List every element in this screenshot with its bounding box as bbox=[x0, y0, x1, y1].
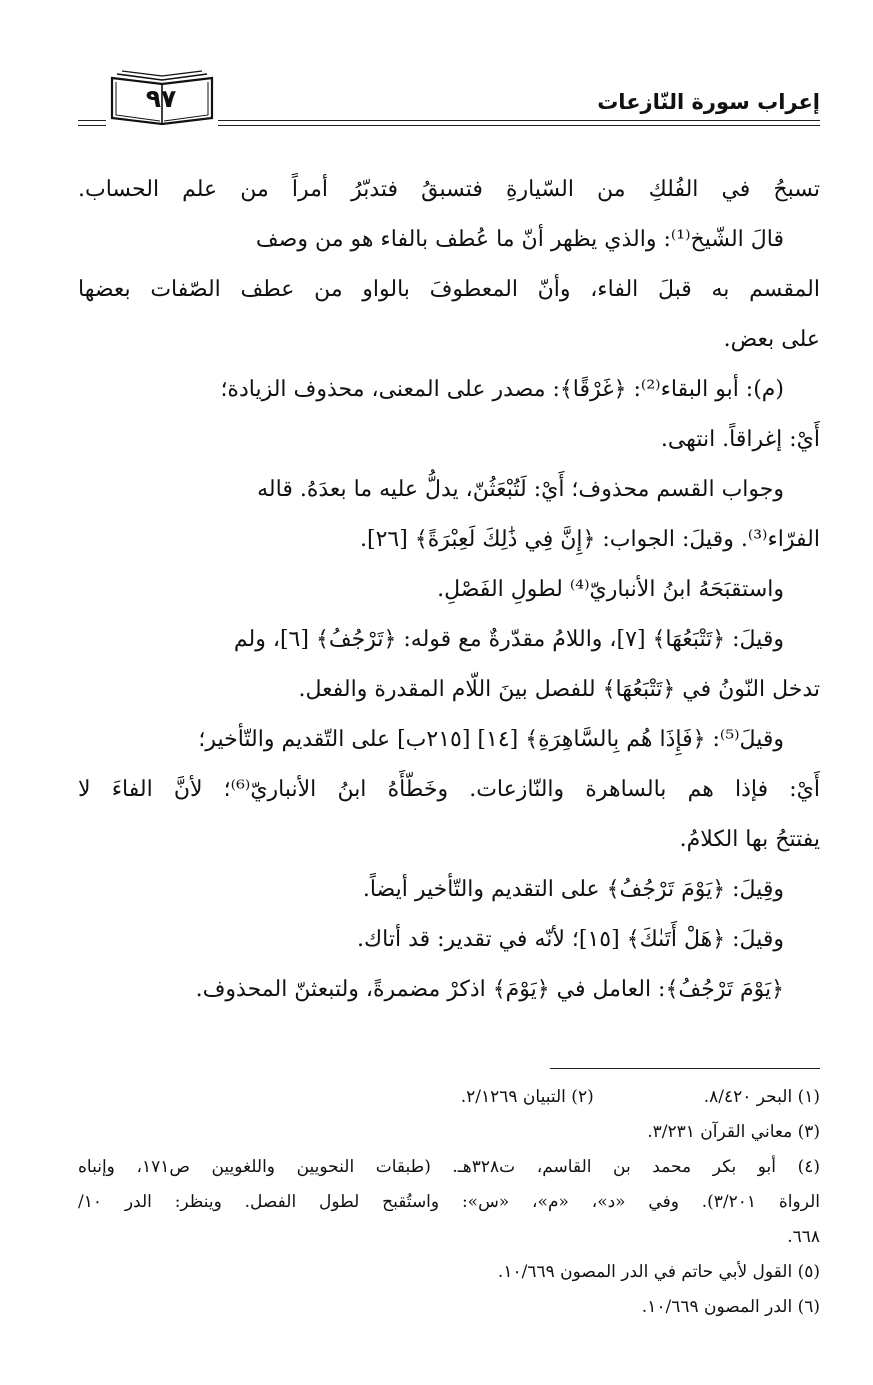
footnote-4-line: الرواة ٣/٢٠١). وفي «د»، «م»، «س»: واستُقبح لطول الفصل. وينظر: الدر ١٠/ bbox=[78, 1192, 820, 1212]
footnote-separator bbox=[550, 1068, 820, 1069]
text-line: قالَ الشّيخ⁽¹⁾: والذي يظهر أنّ ما عُطف بالفاء هو من وصف bbox=[255, 227, 784, 252]
footnote-1: (١) البحر ٨/٤٢٠. bbox=[703, 1087, 820, 1107]
text-line: وجواب القسم محذوف؛ أَيْ: لَتُبْعَثُنّ، يدلُّ عليه ما بعدَهُ. قاله bbox=[257, 477, 784, 502]
text-line: ﴿يَوْمَ تَرْجُفُ﴾: العامل في ﴿يَوْمَ﴾ اذكرْ مضمرةً، ولتبعثنّ المحذوف. bbox=[195, 977, 784, 1002]
text-line: وقيلَ⁽⁵⁾: ﴿فَإِذَا هُم بِالسَّاهِرَةِ﴾ [١٤] [٢١٥ب] على التّقديم والتّأخير؛ bbox=[198, 727, 784, 752]
footnote-4-line: ٦٦٨. bbox=[787, 1227, 820, 1247]
text-line: الفرّاء⁽³⁾. وقيلَ: الجواب: ﴿إِنَّ فِي ذَٰلِكَ لَعِبْرَةً﴾ [٢٦]. bbox=[360, 527, 820, 552]
text-line: تسبحُ في الفُلكِ من السّيارةِ فتسبقُ فتدبّرُ أمراً من علم الحساب. bbox=[78, 177, 820, 202]
footnote-row bbox=[78, 1080, 820, 1115]
footnote-2: (٢) التبيان ٢/١٢٦٩. bbox=[460, 1087, 594, 1107]
footnote-6: (٦) الدر المصون ١٠/٦٦٩. bbox=[641, 1297, 820, 1317]
text-line: على بعض. bbox=[723, 327, 820, 352]
text-line: يفتتحُ بها الكلامُ. bbox=[679, 827, 820, 852]
page-number: ٩٧ bbox=[145, 84, 177, 113]
footnotes bbox=[78, 1080, 820, 1325]
footnote-4-line: (٤) أبو بكر محمد بن القاسم، ت٣٢٨هـ. (طبقات النحويين واللغويين ص١٧١، وإنباه bbox=[78, 1157, 820, 1177]
text-line: وقِيلَ: ﴿يَوْمَ تَرْجُفُ﴾ على التقديم والتّأخير أيضاً. bbox=[362, 877, 784, 902]
text-line: (م): أبو البقاء⁽²⁾: ﴿غَرْقًا﴾: مصدر على المعنى، محذوف الزيادة؛ bbox=[220, 377, 784, 402]
text-line: واستقبَحَهُ ابنُ الأنباريّ⁽⁴⁾ لطولِ الفَصْلِ. bbox=[437, 577, 784, 602]
text-line: المقسم به قبلَ الفاء، وأنّ المعطوفَ بالواو من عطف الصّفات بعضها bbox=[78, 277, 820, 302]
surah-title: إعراب سورة النّازعات bbox=[597, 90, 820, 114]
main-text bbox=[78, 165, 820, 1015]
footnote-3: (٣) معاني القرآن ٣/٢٣١. bbox=[647, 1122, 820, 1142]
footnote-5: (٥) القول لأبي حاتم في الدر المصون ١٠/٦٦٩. bbox=[497, 1262, 820, 1282]
text-line: أَيْ: فإذا هم بالساهرة والنّازعات. وخَطّأَهُ ابنُ الأنباريّ⁽⁶⁾؛ لأنَّ الفاءَ لا bbox=[78, 777, 820, 802]
text-line: وقيلَ: ﴿تَتْبَعُهَا﴾ [٧]، واللامُ مقدّرةٌ مع قوله: ﴿تَرْجُفُ﴾ [٦]، ولم bbox=[233, 627, 784, 652]
text-line: وقيلَ: ﴿هَلْ أَتَىٰكَ﴾ [١٥]؛ لأنّه في تقدير: قد أتاك. bbox=[357, 927, 784, 952]
page-header bbox=[78, 68, 820, 132]
text-line: أَيْ: إغراقاً. انتهى. bbox=[660, 427, 820, 452]
text-line: تدخل النّونُ في ﴿تَتْبَعُهَا﴾ للفصل بينَ اللّام المقدرة والفعل. bbox=[298, 677, 820, 702]
